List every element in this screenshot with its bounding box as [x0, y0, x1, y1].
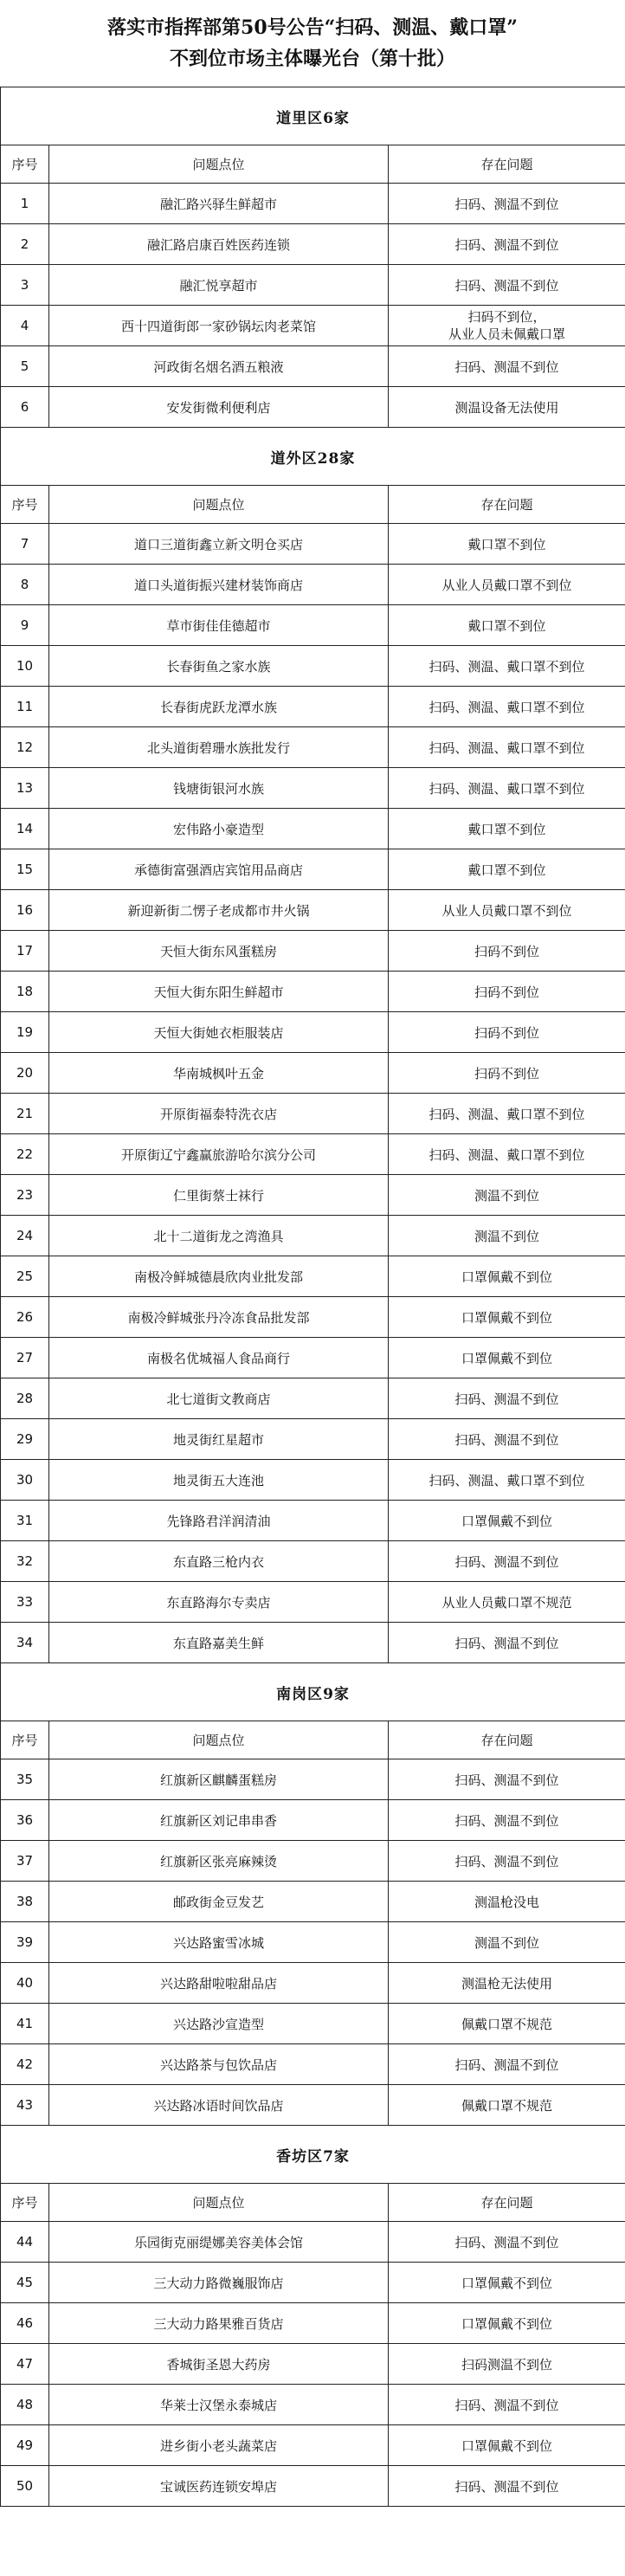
- section-title: 道外区28家: [1, 428, 625, 486]
- table-row: [1, 524, 625, 565]
- cell-place: 地灵街红星超市: [49, 1419, 389, 1460]
- table-row: [1, 2222, 625, 2263]
- table-row: [1, 387, 625, 428]
- header-no: 序号: [1, 2184, 49, 2222]
- cell-issue: 扫码、测温不到位: [389, 1800, 625, 1841]
- cell-place: 安发街微利便利店: [49, 387, 389, 428]
- cell-no: 36: [1, 1800, 49, 1841]
- cell-issue: 扫码、测温、戴口罩不到位: [389, 1460, 625, 1501]
- cell-place: 红旗新区麒麟蛋糕房: [49, 1759, 389, 1800]
- cell-place: 草市街佳佳德超市: [49, 605, 389, 646]
- table-row: [1, 1338, 625, 1378]
- cell-issue: 扫码、测温不到位: [389, 1759, 625, 1800]
- table-row: [1, 2466, 625, 2507]
- cell-issue: 测温不到位: [389, 1216, 625, 1256]
- column-header-row: [1, 2184, 625, 2222]
- header-issue: 存在问题: [389, 145, 625, 184]
- cell-no: 3: [1, 265, 49, 306]
- cell-place: 兴达路沙宣造型: [49, 2004, 389, 2044]
- cell-no: 31: [1, 1501, 49, 1541]
- cell-no: 50: [1, 2466, 49, 2507]
- title-line-1: 落实市指挥部第50号公告“扫码、测温、戴口罩”: [107, 16, 518, 39]
- cell-place: 东直路海尔专卖店: [49, 1582, 389, 1623]
- cell-no: 40: [1, 1963, 49, 2004]
- cell-place: 红旗新区张亮麻辣烫: [49, 1841, 389, 1882]
- cell-no: 45: [1, 2263, 49, 2303]
- section-header-row: [1, 1663, 625, 1721]
- cell-no: 17: [1, 931, 49, 972]
- cell-place: 华南城枫叶五金: [49, 1053, 389, 1094]
- cell-place: 融汇路启康百姓医药连锁: [49, 224, 389, 265]
- cell-place: 开原街福泰特洗衣店: [49, 1094, 389, 1134]
- table-row: [1, 1623, 625, 1663]
- section-title: 香坊区7家: [1, 2126, 625, 2184]
- cell-place: 道口三道街鑫立新文明仓买店: [49, 524, 389, 565]
- table-row: [1, 224, 625, 265]
- cell-place: 东直路三枪内衣: [49, 1541, 389, 1582]
- exposure-table: [0, 87, 625, 2507]
- table-row: [1, 1256, 625, 1297]
- cell-issue: 口罩佩戴不到位: [389, 1256, 625, 1297]
- cell-no: 18: [1, 972, 49, 1012]
- cell-no: 13: [1, 768, 49, 809]
- cell-no: 25: [1, 1256, 49, 1297]
- cell-issue: 口罩佩戴不到位: [389, 1297, 625, 1338]
- table-row: [1, 2385, 625, 2425]
- table-row: [1, 1882, 625, 1922]
- column-header-row: [1, 486, 625, 524]
- cell-place: 宝诚医药连锁安埠店: [49, 2466, 389, 2507]
- table-row: [1, 1963, 625, 2004]
- cell-no: 47: [1, 2344, 49, 2385]
- cell-place: 邮政街金豆发艺: [49, 1882, 389, 1922]
- cell-issue: 测温设备无法使用: [389, 387, 625, 428]
- table-row: [1, 2085, 625, 2126]
- cell-no: 39: [1, 1922, 49, 1963]
- cell-issue: 扫码、测温不到位: [389, 2466, 625, 2507]
- table-row: [1, 1094, 625, 1134]
- cell-place: 华莱士汉堡永泰城店: [49, 2385, 389, 2425]
- cell-no: 29: [1, 1419, 49, 1460]
- section-title: 南岗区9家: [1, 1663, 625, 1721]
- cell-no: 32: [1, 1541, 49, 1582]
- cell-no: 30: [1, 1460, 49, 1501]
- cell-issue: 戴口罩不到位: [389, 849, 625, 890]
- table-row: [1, 1134, 625, 1175]
- table-row: [1, 184, 625, 224]
- table-row: [1, 809, 625, 849]
- cell-issue: 扫码不到位: [389, 1053, 625, 1094]
- cell-place: 融汇悦享超市: [49, 265, 389, 306]
- cell-place: 钱塘街银河水族: [49, 768, 389, 809]
- cell-no: 10: [1, 646, 49, 687]
- cell-issue: 戴口罩不到位: [389, 605, 625, 646]
- cell-place: 乐园街克丽缇娜美容美体会馆: [49, 2222, 389, 2263]
- cell-issue: 口罩佩戴不到位: [389, 2425, 625, 2466]
- cell-place: 进乡街小老头蔬菜店: [49, 2425, 389, 2466]
- cell-place: 道口头道街振兴建材装饰商店: [49, 565, 389, 605]
- table-row: [1, 768, 625, 809]
- cell-place: 天恒大街她衣柜服装店: [49, 1012, 389, 1053]
- column-header-row: [1, 1721, 625, 1759]
- cell-place: 宏伟路小豪造型: [49, 809, 389, 849]
- table-row: [1, 1501, 625, 1541]
- cell-issue-line: 扫码不到位，: [467, 309, 546, 325]
- table-row: [1, 1419, 625, 1460]
- table-row: [1, 849, 625, 890]
- cell-issue: 扫码、测温、戴口罩不到位: [389, 646, 625, 687]
- cell-issue: 口罩佩戴不到位: [389, 2263, 625, 2303]
- table-row: [1, 306, 625, 346]
- cell-place: 先锋路君洋润清油: [49, 1501, 389, 1541]
- cell-no: 12: [1, 727, 49, 768]
- cell-place: 长春街鱼之家水族: [49, 646, 389, 687]
- cell-place: 地灵街五大连池: [49, 1460, 389, 1501]
- cell-no: 42: [1, 2044, 49, 2085]
- table-row: [1, 1922, 625, 1963]
- cell-issue: 扫码、测温不到位: [389, 2222, 625, 2263]
- cell-no: 8: [1, 565, 49, 605]
- cell-issue: 扫码测温不到位: [389, 2344, 625, 2385]
- cell-issue: 扫码、测温不到位: [389, 1419, 625, 1460]
- cell-place: 新迎新街二愣子老成都市井火锅: [49, 890, 389, 931]
- cell-no: 4: [1, 306, 49, 346]
- table-row: [1, 2344, 625, 2385]
- table-row: [1, 1053, 625, 1094]
- cell-issue: 口罩佩戴不到位: [389, 2303, 625, 2344]
- cell-issue: 扫码、测温不到位: [389, 184, 625, 224]
- table-row: [1, 1841, 625, 1882]
- cell-no: 5: [1, 346, 49, 387]
- cell-place: 长春街虎跃龙潭水族: [49, 687, 389, 727]
- cell-place: 西十四道街郎一家砂锅坛肉老菜馆: [49, 306, 389, 346]
- table-row: [1, 265, 625, 306]
- cell-place: 三大动力路微巍服饰店: [49, 2263, 389, 2303]
- table-row: [1, 890, 625, 931]
- table-row: [1, 2425, 625, 2466]
- cell-place: 北七道街文教商店: [49, 1378, 389, 1419]
- table-row: [1, 687, 625, 727]
- cell-issue: 扫码、测温不到位: [389, 346, 625, 387]
- cell-issue: [389, 306, 625, 346]
- cell-no: 6: [1, 387, 49, 428]
- table-row: [1, 2044, 625, 2085]
- cell-place: 天恒大街东阳生鲜超市: [49, 972, 389, 1012]
- cell-issue: 扫码不到位: [389, 1012, 625, 1053]
- cell-no: 23: [1, 1175, 49, 1216]
- cell-issue: 扫码、测温、戴口罩不到位: [389, 727, 625, 768]
- cell-no: 46: [1, 2303, 49, 2344]
- title-line-2: 不到位市场主体曝光台（第十批）: [169, 48, 455, 70]
- table-row: [1, 727, 625, 768]
- cell-no: 14: [1, 809, 49, 849]
- header-place: 问题点位: [49, 1721, 389, 1759]
- table-row: [1, 1297, 625, 1338]
- cell-issue: 扫码、测温、戴口罩不到位: [389, 687, 625, 727]
- cell-issue: 测温不到位: [389, 1175, 625, 1216]
- exposure-table-body: [1, 87, 625, 2507]
- cell-place: 仁里街蔡士袜行: [49, 1175, 389, 1216]
- cell-issue: 测温枪没电: [389, 1882, 625, 1922]
- header-issue: 存在问题: [389, 486, 625, 524]
- cell-issue: 从业人员戴口罩不规范: [389, 1582, 625, 1623]
- header-no: 序号: [1, 1721, 49, 1759]
- cell-place: 开原街辽宁鑫赢旅游哈尔滨分公司: [49, 1134, 389, 1175]
- cell-issue: 戴口罩不到位: [389, 524, 625, 565]
- table-row: [1, 1582, 625, 1623]
- header-no: 序号: [1, 486, 49, 524]
- cell-no: 44: [1, 2222, 49, 2263]
- cell-issue: 扫码、测温不到位: [389, 1541, 625, 1582]
- table-row: [1, 1175, 625, 1216]
- cell-issue: 扫码、测温、戴口罩不到位: [389, 1094, 625, 1134]
- cell-no: 26: [1, 1297, 49, 1338]
- cell-issue: 从业人员戴口罩不到位: [389, 890, 625, 931]
- cell-place: 天恒大街东风蛋糕房: [49, 931, 389, 972]
- cell-no: 33: [1, 1582, 49, 1623]
- cell-issue: 扫码不到位: [389, 931, 625, 972]
- table-row: [1, 1460, 625, 1501]
- cell-no: 28: [1, 1378, 49, 1419]
- cell-no: 11: [1, 687, 49, 727]
- header-no: 序号: [1, 145, 49, 184]
- cell-place: 兴达路茶与包饮品店: [49, 2044, 389, 2085]
- cell-issue: 从业人员戴口罩不到位: [389, 565, 625, 605]
- cell-no: 49: [1, 2425, 49, 2466]
- cell-no: 22: [1, 1134, 49, 1175]
- cell-no: 48: [1, 2385, 49, 2425]
- cell-no: 7: [1, 524, 49, 565]
- cell-no: 2: [1, 224, 49, 265]
- cell-issue: 扫码、测温、戴口罩不到位: [389, 1134, 625, 1175]
- cell-issue: 测温枪无法使用: [389, 1963, 625, 2004]
- cell-place: 北头道街碧珊水族批发行: [49, 727, 389, 768]
- table-row: [1, 972, 625, 1012]
- header-place: 问题点位: [49, 2184, 389, 2222]
- cell-place: 兴达路甜啦啦甜品店: [49, 1963, 389, 2004]
- cell-issue: 口罩佩戴不到位: [389, 1501, 625, 1541]
- section-title: 道里区6家: [1, 87, 625, 145]
- cell-issue: 戴口罩不到位: [389, 809, 625, 849]
- cell-issue: 扫码、测温不到位: [389, 2385, 625, 2425]
- cell-place: 融汇路兴驿生鲜超市: [49, 184, 389, 224]
- page-title: [0, 0, 625, 87]
- cell-no: 16: [1, 890, 49, 931]
- cell-issue: 扫码、测温不到位: [389, 265, 625, 306]
- cell-issue: 测温不到位: [389, 1922, 625, 1963]
- table-row: [1, 931, 625, 972]
- cell-issue: 扫码、测温不到位: [389, 1623, 625, 1663]
- header-place: 问题点位: [49, 145, 389, 184]
- cell-no: 37: [1, 1841, 49, 1882]
- table-row: [1, 2303, 625, 2344]
- header-place: 问题点位: [49, 486, 389, 524]
- cell-issue: 扫码、测温不到位: [389, 224, 625, 265]
- cell-place: 兴达路冰语时间饮品店: [49, 2085, 389, 2126]
- cell-issue: 扫码、测温不到位: [389, 1378, 625, 1419]
- cell-place: 南极冷鲜城张丹冷冻食品批发部: [49, 1297, 389, 1338]
- cell-place: 南极名优城福人食品商行: [49, 1338, 389, 1378]
- cell-no: 43: [1, 2085, 49, 2126]
- cell-no: 19: [1, 1012, 49, 1053]
- table-row: [1, 565, 625, 605]
- cell-no: 35: [1, 1759, 49, 1800]
- cell-no: 21: [1, 1094, 49, 1134]
- header-issue: 存在问题: [389, 2184, 625, 2222]
- table-row: [1, 2004, 625, 2044]
- table-row: [1, 346, 625, 387]
- cell-place: 河政街名烟名酒五粮液: [49, 346, 389, 387]
- cell-issue: 佩戴口罩不规范: [389, 2085, 625, 2126]
- section-header-row: [1, 428, 625, 486]
- cell-no: 27: [1, 1338, 49, 1378]
- cell-no: 38: [1, 1882, 49, 1922]
- table-row: [1, 2263, 625, 2303]
- cell-place: 东直路嘉美生鲜: [49, 1623, 389, 1663]
- cell-no: 24: [1, 1216, 49, 1256]
- table-row: [1, 1800, 625, 1841]
- cell-no: 1: [1, 184, 49, 224]
- table-row: [1, 1759, 625, 1800]
- cell-issue: 口罩佩戴不到位: [389, 1338, 625, 1378]
- cell-issue-line: 从业人员未佩戴口罩: [448, 326, 565, 342]
- header-issue: 存在问题: [389, 1721, 625, 1759]
- cell-place: 南极冷鲜城德晨欣肉业批发部: [49, 1256, 389, 1297]
- cell-place: 三大动力路果雅百货店: [49, 2303, 389, 2344]
- cell-issue: 扫码、测温、戴口罩不到位: [389, 768, 625, 809]
- cell-place: 兴达路蜜雪冰城: [49, 1922, 389, 1963]
- table-row: [1, 1012, 625, 1053]
- cell-place: 承德街富强酒店宾馆用品商店: [49, 849, 389, 890]
- cell-issue: 佩戴口罩不规范: [389, 2004, 625, 2044]
- cell-place: 北十二道街龙之湾渔具: [49, 1216, 389, 1256]
- cell-no: 9: [1, 605, 49, 646]
- cell-issue: 扫码、测温不到位: [389, 2044, 625, 2085]
- table-row: [1, 605, 625, 646]
- table-row: [1, 1378, 625, 1419]
- table-row: [1, 1216, 625, 1256]
- cell-no: 34: [1, 1623, 49, 1663]
- cell-no: 15: [1, 849, 49, 890]
- column-header-row: [1, 145, 625, 184]
- cell-no: 41: [1, 2004, 49, 2044]
- cell-no: 20: [1, 1053, 49, 1094]
- cell-place: 香城街圣恩大药房: [49, 2344, 389, 2385]
- cell-issue: 扫码、测温不到位: [389, 1841, 625, 1882]
- cell-issue: 扫码不到位: [389, 972, 625, 1012]
- section-header-row: [1, 2126, 625, 2184]
- cell-place: 红旗新区刘记串串香: [49, 1800, 389, 1841]
- section-header-row: [1, 87, 625, 145]
- table-row: [1, 1541, 625, 1582]
- table-row: [1, 646, 625, 687]
